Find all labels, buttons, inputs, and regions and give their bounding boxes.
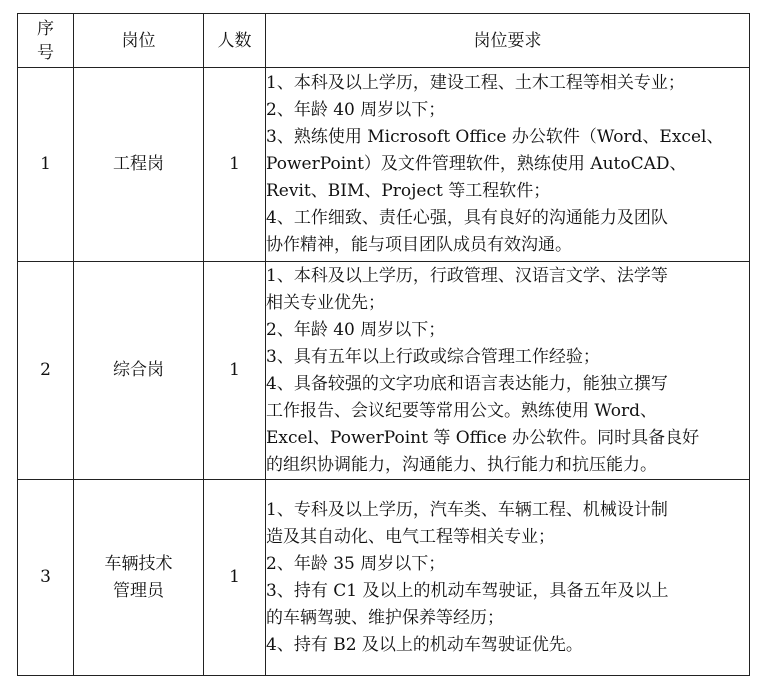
- row-number: 1: [18, 68, 74, 262]
- row-position: [74, 68, 204, 262]
- table-header-row: [18, 14, 750, 68]
- position-line: 综合岗: [113, 360, 164, 380]
- header-number-line2: 号: [37, 42, 54, 63]
- requirement-line: PowerPoint）及文件管理软件，熟练使用 AutoCAD、: [266, 154, 687, 174]
- requirement-line: 工作报告、会议纪要等常用公文。熟练使用 Word、: [266, 400, 657, 421]
- requirement-line: 4、持有 B2 及以上的机动车驾驶证优先。: [266, 634, 583, 655]
- requirement-line: 1、专科及以上学历，汽车类、车辆工程、机械设计制: [266, 499, 668, 520]
- requirement-line: 造及其自动化、电气工程等相关专业；: [266, 526, 555, 547]
- row-position: [74, 480, 204, 676]
- header-position: 岗位: [74, 14, 204, 68]
- header-number: [18, 14, 74, 68]
- header-count: 人数: [204, 14, 266, 68]
- table-row: [18, 68, 750, 262]
- requirement-line: 3、持有 C1 及以上的机动车驾驶证，具备五年及以上: [266, 580, 669, 601]
- row-requirements: [266, 480, 750, 676]
- row-count: 1: [204, 480, 266, 676]
- requirement-line: 2、年龄 35 周岁以下；: [266, 553, 446, 574]
- row-number: 2: [18, 262, 74, 480]
- row-number: 3: [18, 480, 74, 676]
- requirement-line: 协作精神，能与项目团队成员有效沟通。: [266, 235, 572, 255]
- row-count: 1: [204, 68, 266, 262]
- header-requirements: 岗位要求: [266, 14, 750, 68]
- position-line: 车辆技术: [104, 553, 173, 574]
- requirement-line: 3、熟练使用 Microsoft Office 办公软件（Word、Excel、: [266, 127, 724, 147]
- requirement-line: 4、工作细致、责任心强，具有良好的沟通能力及团队: [266, 208, 668, 228]
- requirement-line: 相关专业优先；: [266, 292, 385, 313]
- position-line: 管理员: [113, 580, 164, 601]
- table-row: [18, 262, 750, 480]
- requirement-line: 3、具有五年以上行政或综合管理工作经验；: [266, 346, 600, 367]
- position-line: 工程岗: [113, 154, 164, 174]
- header-number-line1: 序: [37, 18, 54, 39]
- row-count: 1: [204, 262, 266, 480]
- table-row: [18, 480, 750, 676]
- requirement-line: 1、本科及以上学历，建设工程、土木工程等相关专业；: [266, 73, 685, 93]
- requirement-line: Excel、PowerPoint 等 Office 办公软件。同时具备良好: [266, 427, 700, 448]
- requirement-line: 的组织协调能力，沟通能力、执行能力和抗压能力。: [266, 454, 657, 475]
- job-requirements-table: [17, 13, 750, 676]
- requirement-line: 2、年龄 40 周岁以下；: [266, 319, 446, 340]
- requirement-line: Revit、BIM、Project 等工程软件；: [266, 181, 551, 201]
- row-position: [74, 262, 204, 480]
- requirement-line: 1、本科及以上学历，行政管理、汉语言文学、法学等: [266, 265, 668, 286]
- requirement-line: 4、具备较强的文字功底和语言表达能力，能独立撰写: [266, 373, 668, 394]
- row-requirements: [266, 68, 750, 262]
- row-requirements: [266, 262, 750, 480]
- requirement-line: 的车辆驾驶、维护保养等经历；: [266, 607, 504, 628]
- requirement-line: 2、年龄 40 周岁以下；: [266, 100, 446, 120]
